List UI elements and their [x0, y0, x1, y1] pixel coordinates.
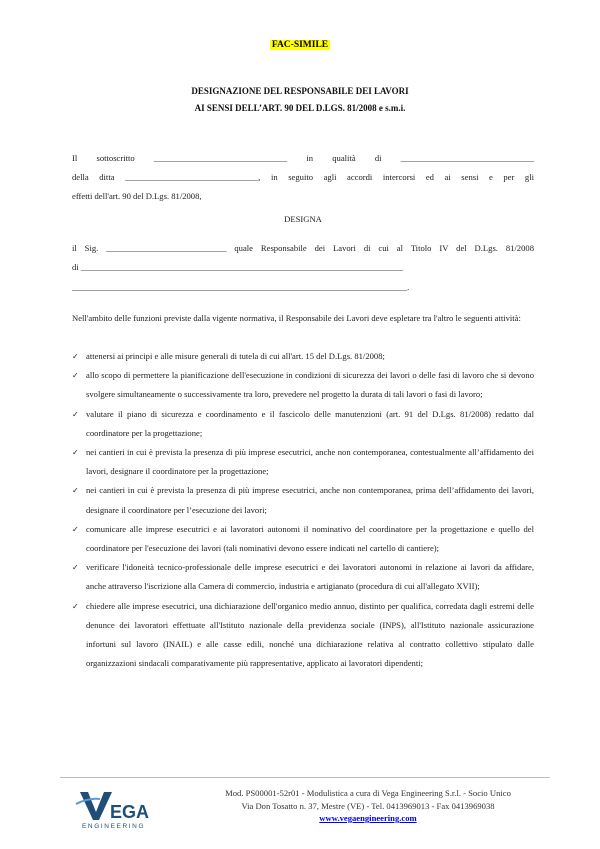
list-item: ✓ nei cantieri in cui è prevista la presenza di più imprese esecutrici, anche non contemporanea, contestualmente all’affidamento dei lavori, designare il coordinatore per la progettazione; [72, 443, 534, 481]
list-item: ✓ comunicare alle imprese esecutrici e ai lavoratori autonomi il nominativo del coordinatore per la progettazione e quello del coordinatore per l'esecuzione dei lavori (tali nominativi devono essere indicati nel cartello di cantiere); [72, 520, 534, 558]
checkmark-icon: ✓ [72, 352, 79, 361]
form-line-di: di ___________________________________________________________________________ [72, 262, 404, 272]
checkmark-icon: ✓ [72, 601, 79, 611]
checkmark-icon: ✓ [72, 371, 79, 381]
svg-text:ENGINEERING: ENGINEERING [82, 823, 146, 830]
intro-paragraph: Nell'ambito delle funzioni previste dalla vigente normativa, il Responsabile dei Lavori deve espletare tra l'altro le seguenti attività: [72, 313, 521, 323]
checkmark-icon: ✓ [72, 409, 79, 419]
checkmark-icon: ✓ [72, 563, 79, 573]
document-title [0, 83, 600, 117]
vega-engineering-logo [74, 786, 154, 830]
website-link[interactable]: www.vegaengineering.com [319, 813, 417, 823]
designa-heading: DESIGNA [284, 214, 322, 224]
facsimile-label: FAC-SIMILE [271, 40, 329, 50]
title-line-2: AI SENSI DELL’ART. 90 DEL D.LGS. 81/2008 e s.m.i. [194, 103, 406, 113]
footer-line-1: Mod. PS00001-52r01 - Modulistica a cura di Vega Engineering S.r.l. - Socio Unico [225, 788, 511, 798]
form-line-company: della ditta _______________________________, in seguito agli accordi intercorsi ed ai sensi e per gli [72, 172, 534, 182]
list-item: ✓ attenersi ai principi e alle misure generali di tutela di cui all'art. 15 del D.Lgs. 81/2008; [72, 347, 534, 366]
footer-line-2: Via Don Tosatto n. 37, Mestre (VE) - Tel. 0413969013 - Fax 0413969038 [241, 800, 495, 811]
svg-text:EGA: EGA [110, 802, 150, 822]
form-line-undersigned: Il sottoscritto _______________________________ in qualità di _______________________________ [72, 153, 534, 163]
title-line-1: DESIGNAZIONE DEL RESPONSABILE DEI LAVORI [191, 86, 409, 96]
footer-divider [60, 777, 550, 778]
form-line-blank: ______________________________________________________________________________. [72, 282, 410, 292]
list-item: ✓ nei cantieri in cui è prevista la presenza di più imprese esecutrici, anche non contemporanea, prima dell’affidamento dei lavori, designare il coordinatore per l’esecuzione dei lavori; [72, 481, 534, 519]
form-line-sig: il Sig. ____________________________ quale Responsabile dei Lavori di cui al Titolo IV del D.Lgs. 81/2008 [72, 243, 534, 253]
activities-list [72, 347, 534, 673]
checkmark-icon: ✓ [72, 524, 79, 534]
checkmark-icon: ✓ [72, 486, 79, 496]
form-line-effects: effetti dell'art. 90 del D.Lgs. 81/2008, [72, 191, 202, 201]
list-item: ✓ chiedere alle imprese esecutrici, una dichiarazione dell'organico medio annuo, distinto per qualifica, corredata dagli estremi delle denunce dei lavoratori effettuate all'Istituto nazionale della previdenza sociale (INPS), all'Istituto nazionale assicurazione infortuni sul lavoro (INAIL) e alle casse edili, nonché una dichiarazione relativa al contratto collettivo stipulato dalle organizzazioni sindacali comparativamente più rappresentative, applicato ai lavoratori dipendenti; [72, 597, 534, 674]
list-item: ✓ allo scopo di permettere la pianificazione dell'esecuzione in condizioni di sicurezza dei lavori o delle fasi di lavoro che si devono svolgere simultaneamente o successivamente tra loro, prevedere nel progetto la durata di tali lavori o fasi di lavoro; [72, 366, 534, 404]
checkmark-icon: ✓ [72, 448, 79, 458]
footer-info [178, 787, 558, 825]
list-item: ✓ valutare il piano di sicurezza e coordinamento e il fascicolo delle manutenzioni (art. 91 del D.Lgs. 81/2008) redatto dal coordinatore per la progettazione; [72, 405, 534, 443]
list-item: ✓ verificare l'idoneità tecnico-professionale delle imprese esecutrici e dei lavoratori autonomi in relazione ai lavori da affidare, anche attraverso l'iscrizione alla Camera di commercio, industria e artigianato (procedura di cui all'allegato XVII); [72, 558, 534, 596]
